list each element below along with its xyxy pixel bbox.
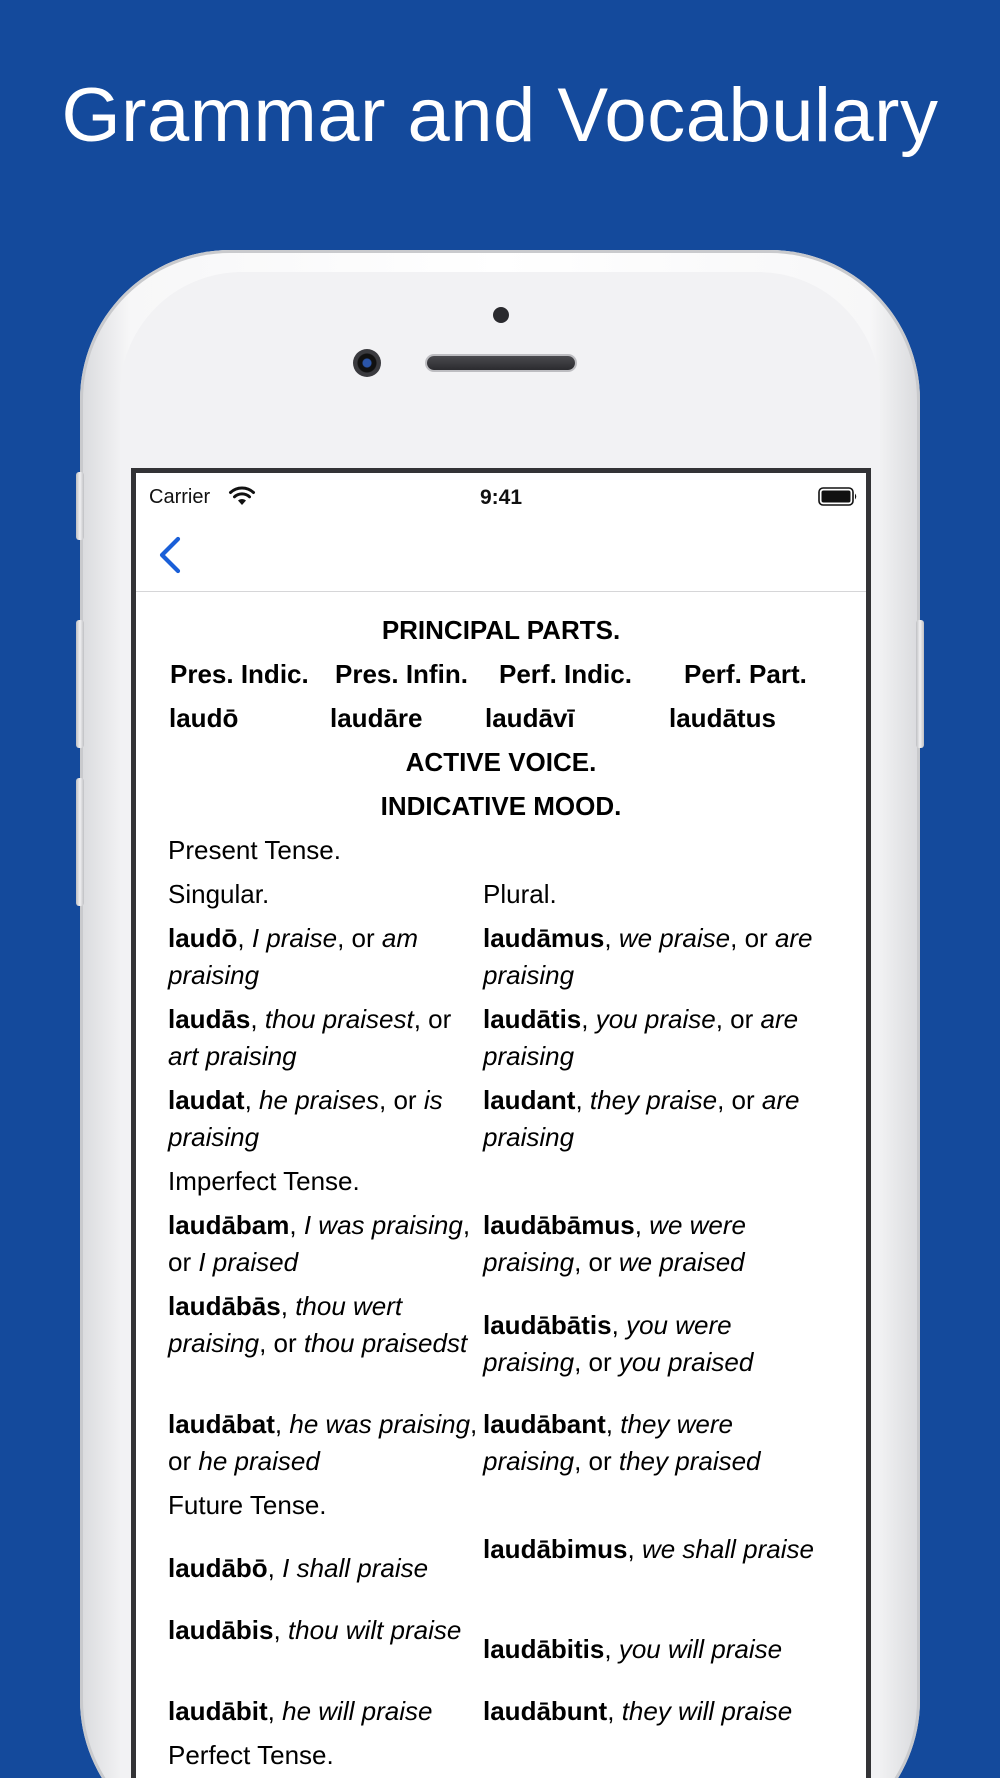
part-perf-part: laudātus — [669, 703, 776, 733]
future-pl2: laudābitis, you will praise — [483, 1634, 783, 1664]
indicative-mood-heading: INDICATIVE MOOD. — [380, 791, 622, 821]
present-pl1: laudāmus, we praise, or are praising — [483, 923, 813, 990]
navigation-bar — [136, 519, 866, 592]
imperfect-sg2: laudābās, thou wert praising, or thou praisedst — [168, 1291, 468, 1358]
volume-down-button — [76, 778, 84, 906]
singular-label: Singular. — [168, 879, 270, 909]
present-sg3: laudat, he praises, or is praising — [168, 1085, 443, 1152]
future-pl1: laudābimus, we shall praise — [483, 1534, 814, 1564]
mute-switch — [76, 472, 84, 540]
part-pres-indic: laudō — [169, 703, 239, 733]
status-time: 9:41 — [479, 486, 523, 509]
header-pres-indic: Pres. Indic. — [170, 659, 309, 689]
imperfect-tense-label: Imperfect Tense. — [168, 1166, 360, 1196]
part-pres-infin: laudāre — [330, 703, 423, 733]
front-camera — [353, 349, 381, 377]
principal-parts-heading: PRINCIPAL PARTS. — [381, 615, 621, 645]
phone-screen — [131, 468, 871, 1778]
power-button — [916, 620, 924, 748]
header-perf-indic: Perf. Indic. — [499, 659, 632, 689]
imperfect-sg1: laudābam, I was praising, or I praised — [168, 1210, 471, 1277]
back-chevron-icon[interactable] — [156, 533, 184, 577]
carrier-label: Carrier — [149, 486, 211, 508]
future-sg3: laudābit, he will praise — [168, 1696, 433, 1726]
header-perf-part: Perf. Part. — [684, 659, 807, 689]
imperfect-sg3: laudābat, he was praising, or he praised — [168, 1409, 478, 1476]
present-sg1: laudō, I praise, or am praising — [168, 923, 419, 990]
present-pl3: laudant, they praise, or are praising — [483, 1085, 800, 1152]
perfect-tense-label: Perfect Tense. — [168, 1740, 334, 1770]
battery-icon — [818, 487, 858, 506]
present-tense-label: Present Tense. — [168, 835, 341, 865]
proximity-sensor — [493, 307, 509, 323]
part-perf-indic: laudāvī — [485, 703, 575, 733]
future-pl3: laudābunt, they will praise — [483, 1696, 793, 1726]
status-bar — [136, 473, 866, 519]
present-pl2: laudātis, you praise, or are praising — [483, 1004, 799, 1071]
future-tense-label: Future Tense. — [168, 1490, 327, 1520]
future-sg2: laudābis, thou wilt praise — [168, 1615, 462, 1645]
earpiece-speaker — [427, 356, 575, 370]
future-sg1: laudābō, I shall praise — [168, 1553, 429, 1583]
header-pres-infin: Pres. Infin. — [335, 659, 468, 689]
imperfect-pl1: laudābāmus, we were praising, or we praised — [483, 1210, 747, 1277]
imperfect-pl2: laudābātis, you were praising, or you praised — [483, 1310, 754, 1377]
volume-up-button — [76, 620, 84, 748]
promo-headline: Grammar and Vocabulary — [61, 73, 939, 158]
active-voice-heading: ACTIVE VOICE. — [405, 747, 597, 777]
plural-label: Plural. — [483, 879, 557, 909]
imperfect-pl3: laudābant, they were praising, or they praised — [483, 1409, 761, 1476]
present-sg2: laudās, thou praisest, or art praising — [168, 1004, 452, 1071]
